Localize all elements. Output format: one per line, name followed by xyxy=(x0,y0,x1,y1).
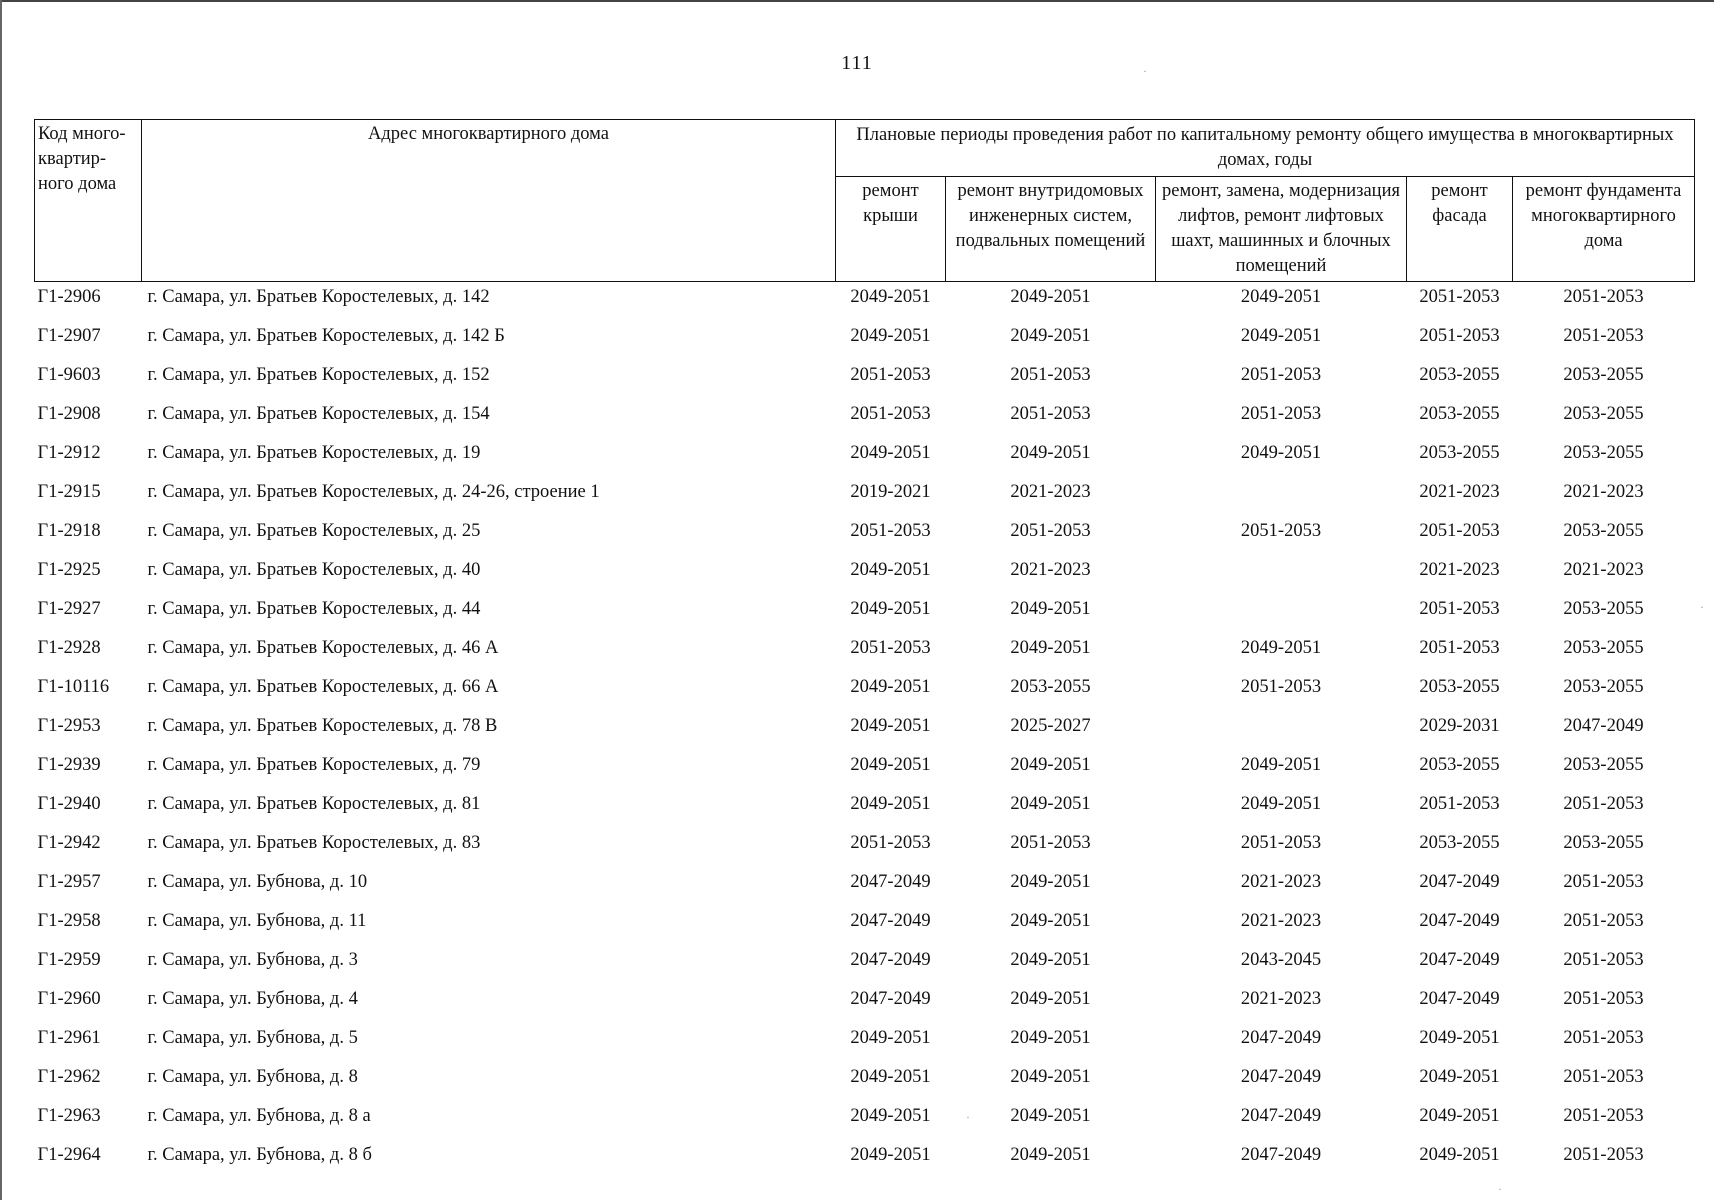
cell-roof: 2049-2051 xyxy=(850,1106,931,1126)
cell-roof: 2051-2053 xyxy=(850,404,931,424)
cell-systems: 2049-2051 xyxy=(1010,599,1091,619)
cell-code: Г1-2925 xyxy=(37,560,101,580)
cell-facade: 2053-2055 xyxy=(1419,755,1500,775)
cell-systems: 2049-2051 xyxy=(1010,872,1091,892)
header-address: Адрес многоквартирного дома xyxy=(142,120,836,282)
cell-facade: 2047-2049 xyxy=(1419,989,1500,1009)
cell-address: г. Самара, ул. Братьев Коростелевых, д. 152 xyxy=(147,365,490,385)
table-row xyxy=(35,1101,1695,1140)
cell-address: г. Самара, ул. Братьев Коростелевых, д. 79 xyxy=(147,755,481,775)
cell-address: г. Самара, ул. Братьев Коростелевых, д. 25 xyxy=(147,521,481,541)
cell-systems: 2049-2051 xyxy=(1010,326,1091,346)
cell-roof: 2049-2051 xyxy=(850,716,931,736)
cell-facade: 2051-2053 xyxy=(1419,326,1500,346)
table-row xyxy=(35,1023,1695,1062)
cell-foundation: 2051-2053 xyxy=(1563,1106,1644,1126)
cell-facade: 2047-2049 xyxy=(1419,872,1500,892)
cell-roof: 2049-2051 xyxy=(850,326,931,346)
cell-address: г. Самара, ул. Братьев Коростелевых, д. 142 xyxy=(147,287,490,307)
cell-lifts xyxy=(1156,477,1407,516)
cell-roof: 2019-2021 xyxy=(850,482,931,502)
cell-facade: 2049-2051 xyxy=(1419,1106,1500,1126)
table-row xyxy=(35,360,1695,399)
cell-roof: 2047-2049 xyxy=(850,911,931,931)
header-row xyxy=(35,120,1695,177)
scan-speck: · xyxy=(1143,64,1147,78)
cell-code: Г1-2958 xyxy=(37,911,101,931)
cell-foundation: 2053-2055 xyxy=(1563,599,1644,619)
cell-foundation: 2051-2053 xyxy=(1563,989,1644,1009)
cell-code: Г1-2918 xyxy=(37,521,101,541)
cell-address: г. Самара, ул. Бубнова, д. 8 б xyxy=(147,1145,372,1165)
cell-foundation: 2021-2023 xyxy=(1563,560,1644,580)
cell-foundation: 2021-2023 xyxy=(1563,482,1644,502)
cell-foundation: 2053-2055 xyxy=(1563,365,1644,385)
cell-code: Г1-2912 xyxy=(37,443,101,463)
cell-roof: 2051-2053 xyxy=(850,521,931,541)
cell-code: Г1-2960 xyxy=(37,989,101,1009)
cell-systems: 2049-2051 xyxy=(1010,1028,1091,1048)
cell-address: г. Самара, ул. Бубнова, д. 3 xyxy=(147,950,358,970)
cell-facade: 2053-2055 xyxy=(1419,404,1500,424)
table-row xyxy=(35,399,1695,438)
cell-lifts: 2043-2045 xyxy=(1240,950,1322,970)
cell-address: г. Самара, ул. Бубнова, д. 5 xyxy=(147,1028,358,1048)
cell-address: г. Самара, ул. Бубнова, д. 8 xyxy=(147,1067,358,1087)
cell-facade: 2021-2023 xyxy=(1419,482,1500,502)
cell-address: г. Самара, ул. Бубнова, д. 8 а xyxy=(147,1106,371,1126)
header-lifts: ремонт, замена, модернизация лифтов, ремонт лифтовых шахт, машинных и блочных помещений xyxy=(1156,177,1407,282)
cell-code: Г1-2961 xyxy=(37,1028,101,1048)
cell-code: Г1-2915 xyxy=(37,482,101,502)
cell-foundation: 2053-2055 xyxy=(1563,443,1644,463)
cell-systems: 2049-2051 xyxy=(1010,755,1091,775)
cell-roof: 2051-2053 xyxy=(850,638,931,658)
cell-roof: 2047-2049 xyxy=(850,989,931,1009)
page-top-border xyxy=(0,0,1714,2)
cell-facade: 2051-2053 xyxy=(1419,599,1500,619)
cell-address: г. Самара, ул. Братьев Коростелевых, д. 66 А xyxy=(147,677,499,697)
cell-address: г. Самара, ул. Братьев Коростелевых, д. 46 А xyxy=(147,638,499,658)
scan-speck: · xyxy=(1498,1182,1502,1196)
cell-roof: 2049-2051 xyxy=(850,560,931,580)
table-body xyxy=(35,282,1695,1180)
cell-lifts: 2047-2049 xyxy=(1240,1067,1322,1087)
table-row xyxy=(35,1062,1695,1101)
cell-facade: 2049-2051 xyxy=(1419,1067,1500,1087)
cell-lifts: 2051-2053 xyxy=(1240,833,1322,853)
cell-code: Г1-2906 xyxy=(37,287,101,307)
cell-code: Г1-2962 xyxy=(37,1067,101,1087)
cell-systems: 2049-2051 xyxy=(1010,950,1091,970)
cell-facade: 2051-2053 xyxy=(1419,794,1500,814)
table-row xyxy=(35,321,1695,360)
cell-systems: 2051-2053 xyxy=(1010,833,1091,853)
cell-systems: 2049-2051 xyxy=(1010,794,1091,814)
table-header xyxy=(35,120,1695,282)
cell-systems: 2049-2051 xyxy=(1010,989,1091,1009)
cell-lifts: 2021-2023 xyxy=(1240,872,1322,892)
cell-roof: 2049-2051 xyxy=(850,287,931,307)
scan-speck: · xyxy=(966,1110,970,1124)
cell-facade: 2053-2055 xyxy=(1419,365,1500,385)
table-row xyxy=(35,984,1695,1023)
cell-systems: 2049-2051 xyxy=(1010,1145,1091,1165)
table-row xyxy=(35,789,1695,828)
page-left-border xyxy=(0,0,2,1200)
header-foundation: ремонт фундамента многоквартирного дома xyxy=(1513,177,1695,282)
table-row xyxy=(35,867,1695,906)
cell-lifts: 2049-2051 xyxy=(1240,638,1322,658)
cell-lifts: 2051-2053 xyxy=(1240,365,1322,385)
cell-systems: 2049-2051 xyxy=(1010,287,1091,307)
cell-address: г. Самара, ул. Братьев Коростелевых, д. 81 xyxy=(147,794,481,814)
header-engineering-systems: ремонт внутридомовых инженерных систем, подвальных помещений xyxy=(946,177,1156,282)
table-row xyxy=(35,516,1695,555)
cell-systems: 2049-2051 xyxy=(1010,1067,1091,1087)
cell-address: г. Самара, ул. Братьев Коростелевых, д. 142 Б xyxy=(147,326,505,346)
table-row xyxy=(35,633,1695,672)
cell-lifts: 2049-2051 xyxy=(1240,794,1322,814)
cell-roof: 2049-2051 xyxy=(850,1145,931,1165)
cell-roof: 2049-2051 xyxy=(850,443,931,463)
cell-roof: 2049-2051 xyxy=(850,1067,931,1087)
cell-address: г. Самара, ул. Братьев Коростелевых, д. 40 xyxy=(147,560,481,580)
table-row xyxy=(35,945,1695,984)
cell-foundation: 2051-2053 xyxy=(1563,1067,1644,1087)
cell-code: Г1-2959 xyxy=(37,950,101,970)
cell-lifts: 2021-2023 xyxy=(1240,989,1322,1009)
cell-lifts: 2049-2051 xyxy=(1240,443,1322,463)
cell-roof: 2051-2053 xyxy=(850,833,931,853)
cell-roof: 2049-2051 xyxy=(850,794,931,814)
cell-foundation: 2051-2053 xyxy=(1563,872,1644,892)
cell-roof: 2047-2049 xyxy=(850,950,931,970)
cell-lifts: 2047-2049 xyxy=(1240,1028,1322,1048)
cell-code: Г1-2939 xyxy=(37,755,101,775)
cell-address: г. Самара, ул. Бубнова, д. 11 xyxy=(147,911,367,931)
cell-roof: 2051-2053 xyxy=(850,365,931,385)
cell-systems: 2025-2027 xyxy=(1010,716,1091,736)
cell-facade: 2051-2053 xyxy=(1419,638,1500,658)
cell-lifts: 2021-2023 xyxy=(1240,911,1322,931)
cell-address: г. Самара, ул. Братьев Коростелевых, д. 24-26, строение 1 xyxy=(147,482,600,502)
cell-foundation: 2051-2053 xyxy=(1563,794,1644,814)
cell-foundation: 2047-2049 xyxy=(1563,716,1644,736)
cell-code: Г1-2928 xyxy=(37,638,101,658)
cell-systems: 2049-2051 xyxy=(1010,1106,1091,1126)
header-roof: ремонт крыши xyxy=(836,177,946,282)
cell-facade: 2049-2051 xyxy=(1419,1145,1500,1165)
cell-address: г. Самара, ул. Братьев Коростелевых, д. 83 xyxy=(147,833,481,853)
cell-lifts: 2047-2049 xyxy=(1240,1106,1322,1126)
cell-systems: 2021-2023 xyxy=(1010,560,1091,580)
cell-address: г. Самара, ул. Бубнова, д. 10 xyxy=(147,872,368,892)
table-row xyxy=(35,711,1695,750)
cell-address: г. Самара, ул. Братьев Коростелевых, д. 78 В xyxy=(147,716,498,736)
cell-code: Г1-2963 xyxy=(37,1106,101,1126)
cell-roof: 2049-2051 xyxy=(850,755,931,775)
cell-roof: 2047-2049 xyxy=(850,872,931,892)
cell-lifts: 2049-2051 xyxy=(1240,755,1322,775)
cell-facade: 2053-2055 xyxy=(1419,677,1500,697)
cell-foundation: 2051-2053 xyxy=(1563,1028,1644,1048)
table-row xyxy=(35,750,1695,789)
cell-code: Г1-2927 xyxy=(37,599,101,619)
cell-foundation: 2053-2055 xyxy=(1563,833,1644,853)
cell-lifts: 2049-2051 xyxy=(1240,287,1322,307)
table-row xyxy=(35,555,1695,594)
cell-code: Г1-2940 xyxy=(37,794,101,814)
cell-facade: 2049-2051 xyxy=(1419,1028,1500,1048)
cell-code: Г1-2908 xyxy=(37,404,101,424)
table-row xyxy=(35,282,1695,322)
cell-lifts: 2049-2051 xyxy=(1240,326,1322,346)
cell-facade: 2053-2055 xyxy=(1419,833,1500,853)
table-row xyxy=(35,438,1695,477)
table-row xyxy=(35,1140,1695,1179)
cell-foundation: 2051-2053 xyxy=(1563,911,1644,931)
header-code: Код много-квартир-ного дома xyxy=(35,120,142,282)
cell-code: Г1-10116 xyxy=(37,677,110,697)
cell-address: г. Самара, ул. Братьев Коростелевых, д. 19 xyxy=(147,443,481,463)
header-planned-periods: Плановые периоды проведения работ по капитальному ремонту общего имущества в многоквартирных домах, годы xyxy=(836,120,1695,177)
page-number: 111 xyxy=(841,52,873,74)
cell-code: Г1-2957 xyxy=(37,872,101,892)
capital-repair-table xyxy=(34,119,1695,1179)
cell-lifts xyxy=(1156,711,1407,750)
cell-lifts xyxy=(1156,594,1407,633)
table-row xyxy=(35,672,1695,711)
cell-lifts: 2047-2049 xyxy=(1240,1145,1322,1165)
cell-systems: 2051-2053 xyxy=(1010,521,1091,541)
cell-facade: 2029-2031 xyxy=(1419,716,1500,736)
cell-address: г. Самара, ул. Братьев Коростелевых, д. 44 xyxy=(147,599,481,619)
cell-facade: 2053-2055 xyxy=(1419,443,1500,463)
cell-foundation: 2053-2055 xyxy=(1563,404,1644,424)
cell-foundation: 2053-2055 xyxy=(1563,677,1644,697)
cell-systems: 2049-2051 xyxy=(1010,911,1091,931)
cell-systems: 2049-2051 xyxy=(1010,638,1091,658)
cell-code: Г1-9603 xyxy=(37,365,101,385)
header-facade: ремонт фасада xyxy=(1407,177,1513,282)
cell-lifts: 2051-2053 xyxy=(1240,521,1322,541)
cell-foundation: 2053-2055 xyxy=(1563,521,1644,541)
table-row xyxy=(35,594,1695,633)
cell-code: Г1-2953 xyxy=(37,716,101,736)
cell-roof: 2049-2051 xyxy=(850,677,931,697)
cell-code: Г1-2942 xyxy=(37,833,101,853)
cell-lifts: 2051-2053 xyxy=(1240,404,1322,424)
cell-foundation: 2051-2053 xyxy=(1563,950,1644,970)
cell-address: г. Самара, ул. Братьев Коростелевых, д. 154 xyxy=(147,404,490,424)
cell-systems: 2053-2055 xyxy=(1010,677,1091,697)
cell-lifts xyxy=(1156,555,1407,594)
cell-facade: 2047-2049 xyxy=(1419,911,1500,931)
cell-foundation: 2053-2055 xyxy=(1563,638,1644,658)
table-row xyxy=(35,906,1695,945)
cell-facade: 2047-2049 xyxy=(1419,950,1500,970)
cell-lifts: 2051-2053 xyxy=(1240,677,1322,697)
cell-foundation: 2051-2053 xyxy=(1563,287,1644,307)
cell-facade: 2051-2053 xyxy=(1419,521,1500,541)
cell-address: г. Самара, ул. Бубнова, д. 4 xyxy=(147,989,358,1009)
cell-foundation: 2053-2055 xyxy=(1563,755,1644,775)
scan-speck: · xyxy=(1700,600,1704,614)
cell-roof: 2049-2051 xyxy=(850,599,931,619)
cell-foundation: 2051-2053 xyxy=(1563,1145,1644,1165)
cell-facade: 2021-2023 xyxy=(1419,560,1500,580)
cell-systems: 2051-2053 xyxy=(1010,404,1091,424)
cell-systems: 2021-2023 xyxy=(1010,482,1091,502)
table-row xyxy=(35,477,1695,516)
cell-systems: 2051-2053 xyxy=(1010,365,1091,385)
table-row xyxy=(35,828,1695,867)
cell-foundation: 2051-2053 xyxy=(1563,326,1644,346)
cell-roof: 2049-2051 xyxy=(850,1028,931,1048)
cell-code: Г1-2907 xyxy=(37,326,101,346)
cell-code: Г1-2964 xyxy=(37,1145,101,1165)
cell-systems: 2049-2051 xyxy=(1010,443,1091,463)
cell-facade: 2051-2053 xyxy=(1419,287,1500,307)
